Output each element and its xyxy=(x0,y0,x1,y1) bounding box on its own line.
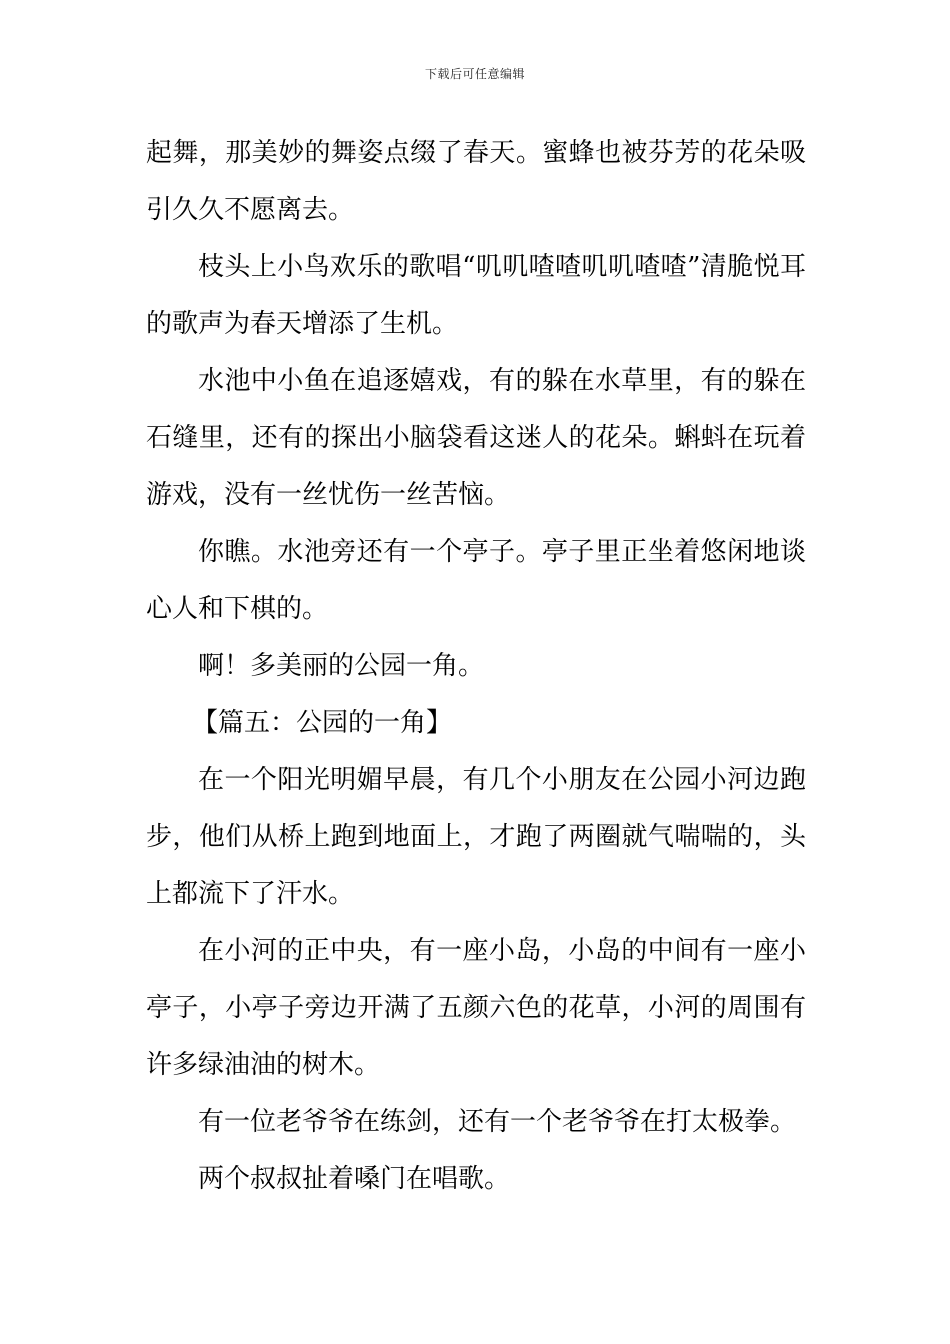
paragraph: 啊！多美丽的公园一角。 xyxy=(198,651,485,681)
paragraph: 两个叔叔扯着嗓门在唱歌。 xyxy=(198,1164,511,1194)
paragraph: 在小河的正中央，有一座小岛，小岛的中间有一座小亭子，小亭子旁边开满了五颜六色的花草，小河的周围有许多绿油油的树木。 xyxy=(146,936,806,1080)
paragraph: 枝头上小鸟欢乐的歌唱“叽叽喳喳叽叽喳喳”清脆悦耳的歌声为春天增添了生机。 xyxy=(146,252,806,339)
paragraph: 在一个阳光明媚早晨，有几个小朋友在公园小河边跑步，他们从桥上跑到地面上，才跑了两圈就气喘喘的，头上都流下了汗水。 xyxy=(146,765,806,909)
paragraph: 水池中小鱼在追逐嬉戏，有的躲在水草里，有的躲在石缝里，还有的探出小脑袋看这迷人的花朵。蝌蚪在玩着游戏，没有一丝忧伤一丝苦恼。 xyxy=(146,366,806,510)
paragraph-continued: 起舞，那美妙的舞姿点缀了春天。蜜蜂也被芬芳的花朵吸引久久不愿离去。 xyxy=(146,138,806,225)
paragraph: 有一位老爷爷在练剑，还有一个老爷爷在打太极拳。 xyxy=(198,1107,797,1137)
document-body xyxy=(146,125,806,1208)
section-heading: 【篇五：公园的一角】 xyxy=(192,708,453,738)
page-header: 下载后可任意编辑 xyxy=(424,67,525,81)
paragraph: 你瞧。水池旁还有一个亭子。亭子里正坐着悠闲地谈心人和下棋的。 xyxy=(146,537,806,624)
